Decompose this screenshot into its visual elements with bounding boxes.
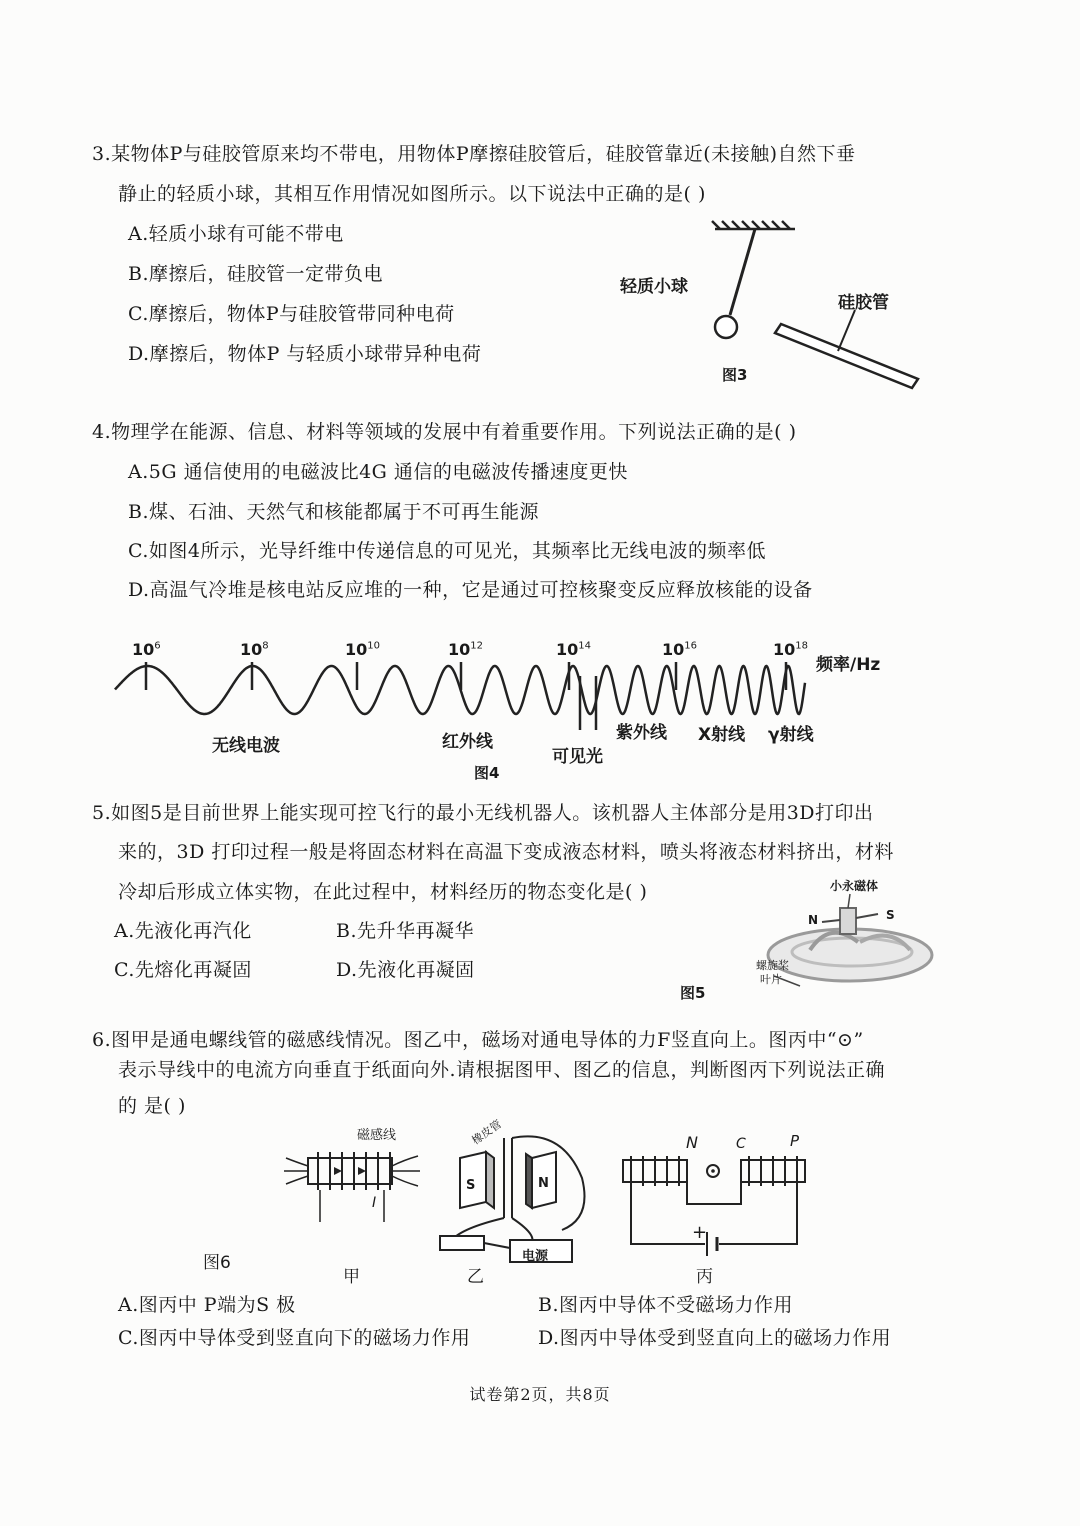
fig4-band-infrared: 红外线 [442,732,493,752]
q3-stem-line1: 3.某物体P与硅胶管原来均不带电，用物体P摩擦硅胶管后，硅胶管靠近(未接触)自然下垂 [92,143,856,165]
fig4-band-visible: 可见光 [552,747,603,767]
q5-option-b: B.先升华再凝华 [336,920,475,942]
q6-option-d: D.图丙中导体受到竖直向上的磁场力作用 [538,1327,892,1349]
fig6-yi-label: 乙 [467,1267,484,1287]
q4-option-a: A.5G 通信使用的电磁波比4G 通信的电磁波传播速度更快 [128,461,628,483]
q3-option-c: C.摩擦后，物体P与硅胶管带同种电荷 [128,303,455,325]
fig6-bing-p-label: P [790,1132,800,1150]
fig6-bing-label: 丙 [696,1267,713,1287]
fig3-ball-label: 轻质小球 [620,277,688,297]
fig3-tube-label: 硅胶管 [838,293,889,313]
fig5-blade-label-2: 叶片 [760,973,782,986]
fig6-yi-tube-label: 橡皮管 [469,1117,505,1148]
q5-stem-line1: 5.如图5是目前世界上能实现可控飞行的最小无线机器人。该机器人主体部分是用3D打印出 [92,802,874,824]
q5-option-d: D.先液化再凝固 [336,959,475,981]
fig6-bing-plus-label: + [692,1222,708,1243]
fig4-caption: 图4 [474,764,500,782]
fig4-band-ultraviolet: 紫外线 [616,723,667,743]
q6-option-a: A.图丙中 P端为S 极 [118,1294,296,1316]
fig4-tick-label-1: $10^6$ [132,640,161,659]
fig3-caption: 图3 [722,366,748,384]
q6-option-b: B.图丙中导体不受磁场力作用 [538,1294,794,1316]
q3-option-d: D.摩擦后，物体P 与轻质小球带异种电荷 [128,343,482,365]
fig5-n-label: N [808,913,819,927]
q4-stem: 4.物理学在能源、信息、材料等领域的发展中有着重要作用。下列说法正确的是( ) [92,421,797,443]
fig4-tick-label-5: $10^{14}$ [556,640,591,659]
fig6-yi-n-label: N [538,1176,549,1191]
q4-option-b: B.煤、石油、天然气和核能都属于不可再生能源 [128,501,540,523]
figure-6-bing-circuit [615,1140,815,1270]
q4-option-d: D.高温气冷堆是核电站反应堆的一种，它是通过可控核聚变反应释放核能的设备 [128,579,813,601]
fig6-bing-c-label: C [736,1136,746,1152]
fig4-band-radio: 无线电波 [212,736,280,756]
fig4-band-xray: X射线 [698,725,746,745]
q4-option-c: C.如图4所示，光导纤维中传递信息的可见光，其频率比无线电波的频率低 [128,540,766,562]
fig6-caption: 图6 [203,1253,231,1273]
fig6-yi-s-label: S [466,1178,476,1193]
figure-6-yi-apparatus [432,1118,602,1278]
q3-option-a: A.轻质小球有可能不带电 [128,223,344,245]
fig4-tick-label-2: $10^8$ [240,640,269,659]
fig6-bing-n-label: N [686,1133,698,1152]
q6-stem-line1: 6.图甲是通电螺线管的磁感线情况。图乙中，磁场对通电导体的力F竖直向上。图丙中“⊙” [92,1029,864,1051]
switch [440,1236,484,1250]
figure-5-robot-image [740,880,940,1010]
fig6-jia-field-label: 磁感线 [357,1128,397,1143]
fig4-tick-label-6: $10^{16}$ [662,640,697,659]
fig4-tick-label-3: $10^{10}$ [345,640,380,659]
q3-stem-line2: 静止的轻质小球，其相互作用情况如图所示。以下说法中正确的是( ) [118,183,706,205]
fig4-tick-label-7: $10^{18}$ [773,640,808,659]
fig5-magnet-label: 小永磁体 [830,879,879,893]
fig6-jia-current-label: I [372,1195,377,1211]
q5-stem-line2: 来的，3D 打印过程一般是将固态材料在高温下变成液态材料，喷头将液态材料挤出，材料 [118,841,894,863]
q5-option-a: A.先液化再汽化 [114,920,252,942]
q3-option-b: B.摩擦后，硅胶管一定带负电 [128,263,384,285]
page-footer: 试卷第2页，共8页 [469,1385,611,1404]
visible-light-band [580,676,596,730]
figure-6-jia-solenoid [280,1140,430,1240]
q6-option-c: C.图丙中导体受到竖直向下的磁场力作用 [118,1327,471,1349]
robot-magnet [840,908,856,934]
fig5-caption: 图5 [680,984,706,1002]
fig4-unit-label: 频率/Hz [816,655,881,675]
q6-stem-line2: 表示导线中的电流方向垂直于纸面向外.请根据图甲、图乙的信息，判断图丙下列说法正确 [118,1059,886,1081]
q6-stem-line3: 的 是( ) [118,1095,186,1117]
fig4-tick-label-4: $10^{12}$ [448,640,483,659]
fig5-blade-label-1: 螺旋桨 [756,959,789,972]
q5-stem-line3: 冷却后形成立体实物，在此过程中，材料经历的物态变化是( ) [118,881,648,903]
fig6-jia-label: 甲 [343,1267,360,1287]
fig5-s-label: S [886,908,895,922]
q5-option-c: C.先熔化再凝固 [114,959,252,981]
fig4-band-gamma: γ射线 [768,725,814,745]
fig6-yi-power-label: 电源 [522,1249,549,1264]
